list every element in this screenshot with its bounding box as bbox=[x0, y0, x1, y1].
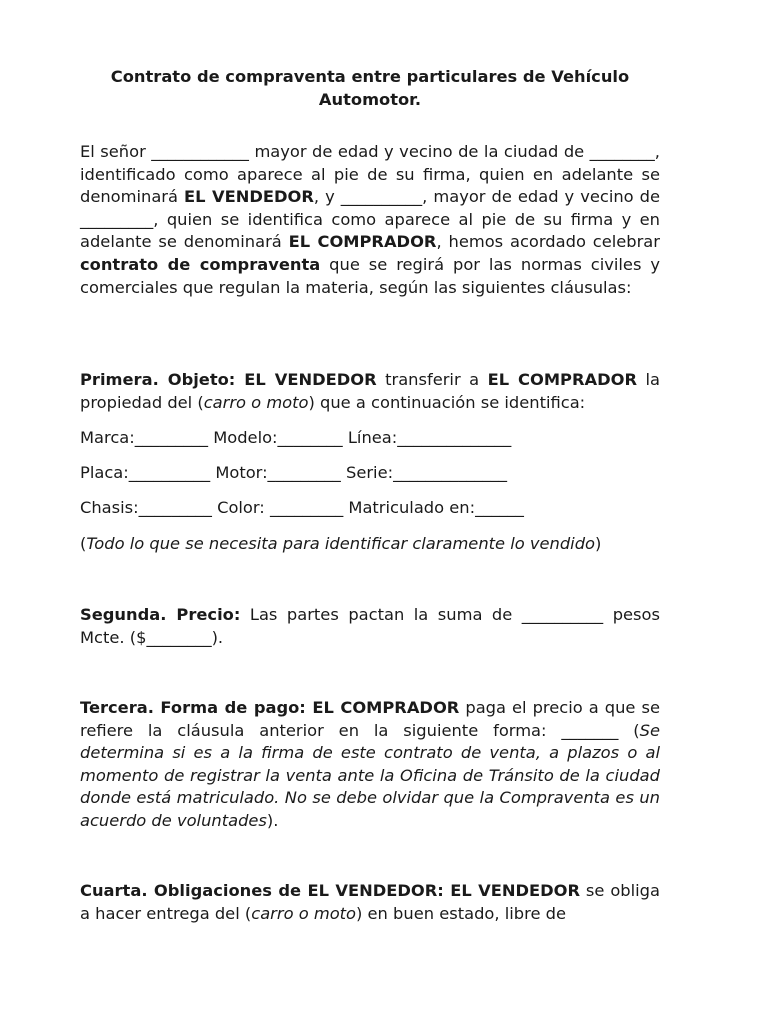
title-line-1: Contrato de compraventa entre particulares de Vehículo bbox=[110, 67, 630, 86]
clause-2-heading: Segunda. Precio: bbox=[80, 605, 241, 624]
intro-paragraph bbox=[80, 141, 660, 299]
clause-4-italic: carro o moto bbox=[251, 903, 357, 923]
clause-4-text-1: se obliga a hacer entrega del ( bbox=[80, 881, 660, 923]
note-close: ) bbox=[595, 534, 602, 553]
clause-1-note bbox=[80, 533, 660, 556]
clause-3-text-2: ). bbox=[266, 810, 279, 830]
clause-4-heading: Cuarta. Obligaciones de EL VENDEDOR: EL VENDEDOR bbox=[80, 881, 580, 900]
intro-text-3: , hemos acordado celebrar bbox=[436, 232, 660, 252]
clause-3-heading: Tercera. Forma de pago: EL COMPRADOR bbox=[80, 698, 460, 717]
clause-1-text-2: la propiedad del ( bbox=[80, 370, 660, 412]
note-italic: Todo lo que se necesita para identificar claramente lo vendido bbox=[86, 534, 596, 553]
clause-3-italic: Se determina si es a la firma de este contrato de venta, a plazos o al momento de registrar la venta ante la Oficina de Tránsito de la ciudad donde está matriculado. No se debe olvidar que la Compraventa es un acuerdo de voluntades bbox=[80, 720, 660, 830]
clause-3-paragraph bbox=[80, 697, 660, 833]
title-line-2: Automotor. bbox=[318, 89, 422, 109]
clause-1-text-3: ) que a continuación se identifica: bbox=[308, 392, 586, 412]
vehicle-fields-row-3: Chasis:_________ Color: _________ Matriculado en:______ bbox=[80, 498, 524, 517]
clause-1-paragraph bbox=[80, 369, 660, 414]
intro-contrato: contrato de compraventa bbox=[80, 254, 321, 274]
intro-text-4: que se regirá por las normas civiles y comerciales que regulan la materia, según las siguientes cláusulas: bbox=[80, 254, 660, 297]
clause-1-heading: Primera. Objeto: EL VENDEDOR bbox=[80, 370, 377, 389]
clause-1-text-1: transferir a bbox=[376, 370, 488, 389]
clause-3-text-1: paga el precio a que se refiere la cláusula anterior en la siguiente forma: _______ ( bbox=[80, 698, 660, 740]
clause-4-text-2: ) en buen estado, libre de bbox=[356, 903, 566, 923]
intro-vendedor: EL VENDEDOR bbox=[184, 187, 314, 207]
intro-text-2: , y __________, mayor de edad y vecino de _________, quien se identifica como aparece al pie de su firma y en adelante se denominará bbox=[80, 187, 660, 252]
intro-text-1: El señor ____________ mayor de edad y vecino de la ciudad de ________, identificado como aparece al pie de su firma, quien en adelante se denominará bbox=[80, 142, 660, 207]
clause-2-paragraph bbox=[80, 604, 660, 649]
clause-2-text: Las partes pactan la suma de __________ pesos Mcte. ($________). bbox=[80, 605, 660, 647]
vehicle-fields-row-1: Marca:_________ Modelo:________ Línea:______________ bbox=[80, 428, 512, 447]
clause-1-italic: carro o moto bbox=[203, 392, 309, 412]
vehicle-fields-row-2: Placa:__________ Motor:_________ Serie:______________ bbox=[80, 463, 508, 482]
intro-comprador: EL COMPRADOR bbox=[288, 232, 437, 252]
note-open: ( bbox=[80, 534, 87, 553]
clause-1-comprador: EL COMPRADOR bbox=[487, 370, 637, 389]
document-title bbox=[80, 66, 660, 111]
clause-4-paragraph bbox=[80, 880, 660, 925]
